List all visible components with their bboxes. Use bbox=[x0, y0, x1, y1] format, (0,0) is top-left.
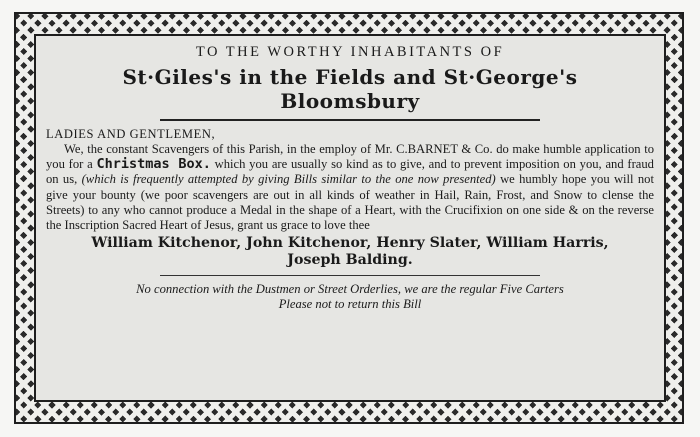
bill-content bbox=[44, 40, 656, 396]
salutation: LADIES AND GENTLEMEN, bbox=[46, 127, 216, 141]
divider-lower bbox=[160, 275, 540, 276]
footer-line-1: No connection with the Dustmen or Street Orderlies, we are the regular Five Carters bbox=[136, 282, 564, 297]
footer-line-2: Please not to return this Bill bbox=[278, 297, 422, 312]
appeal-text-part1: We, the constant Scavengers of this Parish, in the employ of Mr. C.BARNET & Co. do make humble application to you for a bbox=[46, 142, 654, 172]
names-line-1: William Kitchenor, John Kitchenor, Henry Slater, William Harris, bbox=[91, 235, 609, 252]
scavenger-names bbox=[44, 235, 656, 269]
names-line-2: Joseph Balding. bbox=[287, 252, 413, 269]
appeal-text-italic: (which is frequently attempted by giving Bills similar to the one now presented) bbox=[81, 172, 496, 187]
divider bbox=[160, 119, 540, 121]
address-line: TO THE WORTHY INHABITANTS OF bbox=[195, 44, 505, 60]
footer-note bbox=[44, 282, 656, 312]
parish-title: St·Giles's in the Fields and St·George's bbox=[122, 65, 578, 89]
christmas-box-phrase: Christmas Box. bbox=[96, 156, 211, 173]
parish-title-continued: Bloomsbury bbox=[280, 89, 420, 113]
appeal-text bbox=[46, 142, 654, 233]
appeal-text-part2: which you are usually so kind as to give, and to prevent imposition on you, and fraud on us, bbox=[46, 157, 654, 187]
appeal-text-part3: we humbly hope you will not give your bounty (we poor scavengers are out in all kinds of weather in Hail, Rain, Frost, and Snow to clense the Streets) to any who cannot produce a Medal in the shape of a Heart, with the Crucifixion on one side & on the reverse the Inscription Sacred Heart of Jesus, grant us grace to love thee bbox=[46, 172, 654, 233]
